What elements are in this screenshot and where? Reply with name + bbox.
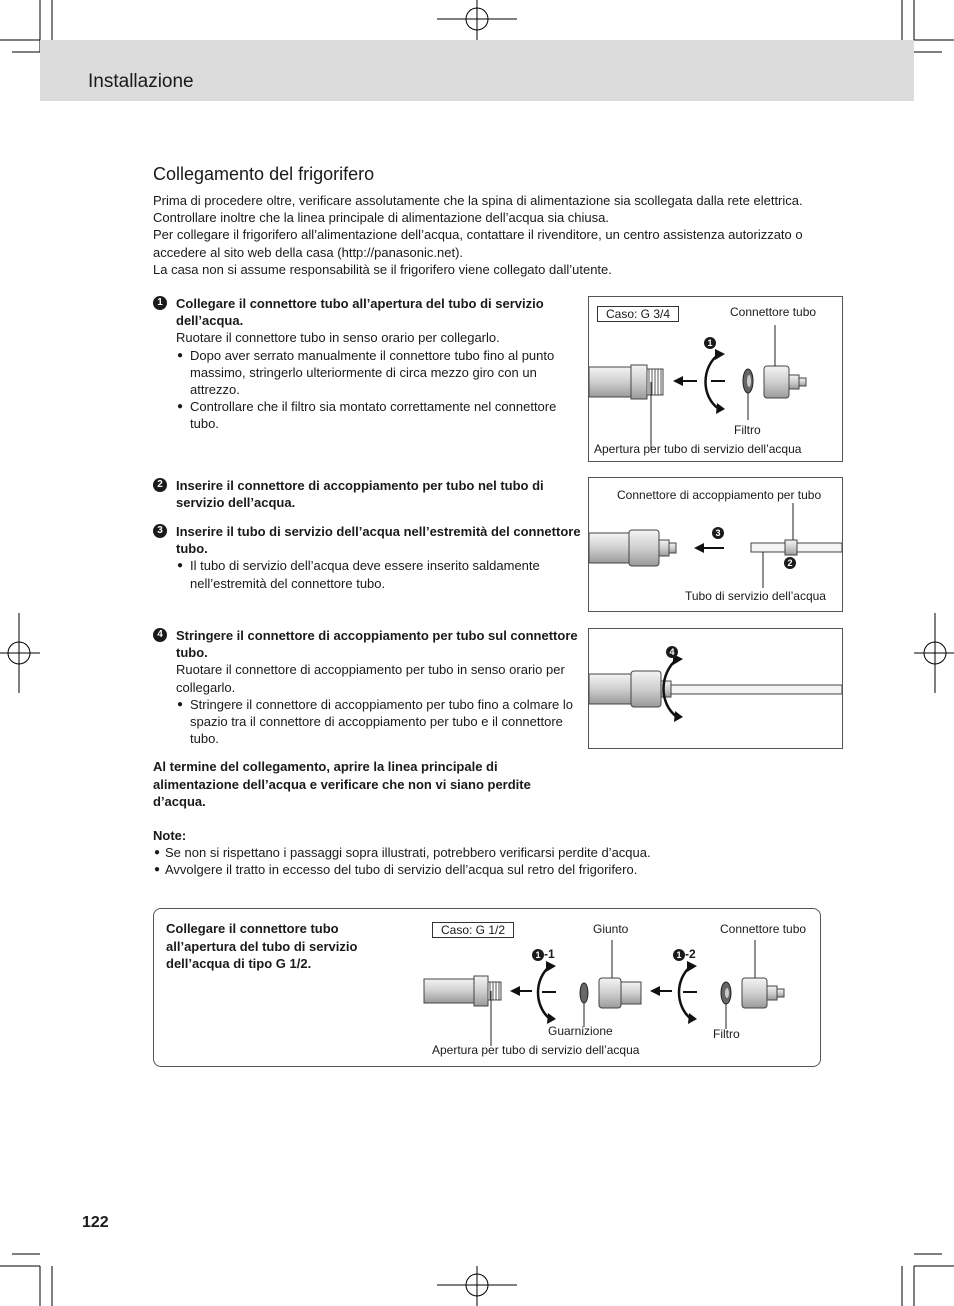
step-number: 2 [153, 478, 167, 492]
pipe-illustration [589, 365, 663, 449]
filter-label: Filtro [734, 423, 761, 437]
gasket-label: Guarnizione [548, 1024, 613, 1038]
page-title: Installazione [88, 71, 194, 92]
assembly-illustration [589, 671, 842, 707]
rotate-clockwise-icon [679, 961, 697, 1024]
pipe-illustration [424, 976, 501, 1046]
coupling-label: Connettore di accoppiamento per tubo [617, 488, 822, 502]
figure-tube-insertion [588, 477, 843, 612]
box-instruction: Collegare il connettore tubo all’apertura del tubo di servizio dell’acqua di tipo G 1/2. [166, 921, 358, 971]
step-marker-1-2: 1 -2 [673, 947, 696, 961]
notes-title: Note: [153, 828, 187, 843]
opening-label: Apertura per tubo di servizio dell’acqua [432, 1043, 640, 1057]
step-text: Ruotare il connettore tubo in senso orario per collegarlo. [176, 330, 500, 346]
step-marker: 2 [784, 557, 796, 569]
step-marker: 1 [704, 337, 716, 349]
tube-label: Tubo di servizio dell’acqua [685, 589, 826, 603]
figure-tighten-coupling [588, 628, 843, 749]
connector-label: Connettore tubo [730, 305, 817, 319]
filter-label: Filtro [713, 1027, 740, 1041]
connector-illustration [742, 940, 784, 1008]
opening-label: Apertura per tubo di servizio dell’acqua [594, 442, 802, 456]
gasket-illustration [580, 983, 588, 1027]
g12-info-box [153, 908, 821, 1067]
intro-paragraph: Prima di procedere oltre, verificare assolutamente che la spina di alimentazione sia scollegata dalla rete elettrica. Controllare inoltre che la linea principale di alimentazione dell’acqua sia chiusa. [153, 193, 803, 226]
notes [153, 827, 853, 879]
filter-illustration [743, 369, 753, 420]
step-marker: 3 [712, 527, 724, 539]
intro-paragraph: La casa non si assume responsabilità se il frigorifero viene collegato dall’utente. [153, 261, 612, 277]
intro-text [153, 192, 833, 278]
case-label: Caso: G 1/2 [432, 922, 514, 938]
arrow-left-icon [694, 543, 724, 553]
step-2 [153, 477, 581, 511]
step-title: Collegare il connettore tubo all’apertura del tubo di servizio dell’acqua. [176, 296, 544, 329]
step-marker: 4 [666, 646, 678, 658]
page-number: 122 [82, 1214, 109, 1231]
step-3 [153, 523, 581, 592]
bullet: ● Il tubo di servizio dell’acqua deve essere inserito saldamente nell’estremità del connettore tubo. [176, 557, 581, 591]
joint-label: Giunto [593, 922, 629, 936]
step-number: 1 [153, 296, 167, 310]
step-title: Inserire il connettore di accoppiamento per tubo nel tubo di servizio dell’acqua. [176, 478, 544, 511]
step-4 [153, 627, 581, 747]
header-bar [40, 40, 914, 101]
case-label: Caso: G 3/4 [597, 306, 679, 322]
step-title: Inserire il tubo di servizio dell’acqua nell’estremità del connettore tubo. [176, 524, 581, 557]
step-1 [153, 295, 581, 433]
section-title: Collegamento del frigorifero [153, 164, 375, 184]
arrow-left-icon [650, 986, 672, 996]
intro-paragraph: Per collegare il frigorifero all’alimentazione dell’acqua, contattare il rivenditore, un centro assistenza autorizzato o accedere al sito web della casa (http://panasonic.net). [153, 227, 803, 260]
bullet: ● Dopo aver serrato manualmente il connettore tubo fino al punto massimo, stringerlo ulteriormente di circa mezzo giro con un attrezzo. [176, 347, 581, 399]
arrow-left-icon [673, 376, 697, 386]
tube-illustration [751, 503, 842, 588]
step-title: Stringere il connettore di accoppiamento per tubo sul connettore tubo. [176, 628, 578, 661]
rotate-clockwise-icon [538, 961, 556, 1024]
final-instruction: Al termine del collegamento, aprire la linea principale di alimentazione dell’acqua e verificare che non vi siano perdite d’acqua. [153, 759, 531, 809]
filter-illustration [721, 982, 731, 1029]
step-number: 3 [153, 524, 167, 538]
pipe-illustration [589, 530, 676, 566]
step-text: Ruotare il connettore di accoppiamento per tubo in senso orario per collegarlo. [176, 662, 565, 695]
step-number: 4 [153, 628, 167, 642]
step-marker-1-1: 1 -1 [532, 947, 555, 961]
joint-illustration [599, 940, 641, 1008]
bullet: ● Stringere il connettore di accoppiamento per tubo fino a colmare lo spazio tra il connettore di accoppiamento per tubo e il connettore tubo. [176, 696, 581, 748]
arrow-left-icon [510, 986, 532, 996]
connector-label: Connettore tubo [720, 922, 807, 936]
rotate-clockwise-icon [706, 349, 726, 414]
bullet: ● Controllare che il filtro sia montato correttamente nel connettore tubo. [176, 398, 581, 432]
figure-g34-connection [588, 296, 843, 462]
note-item: ● Se non si rispettano i passaggi sopra illustrati, potrebbero verificarsi perdite d’acqua. [153, 844, 853, 861]
connector-illustration [764, 325, 806, 398]
note-item: ● Avvolgere il tratto in eccesso del tubo di servizio dell’acqua sul retro del frigorifero. [153, 861, 853, 878]
